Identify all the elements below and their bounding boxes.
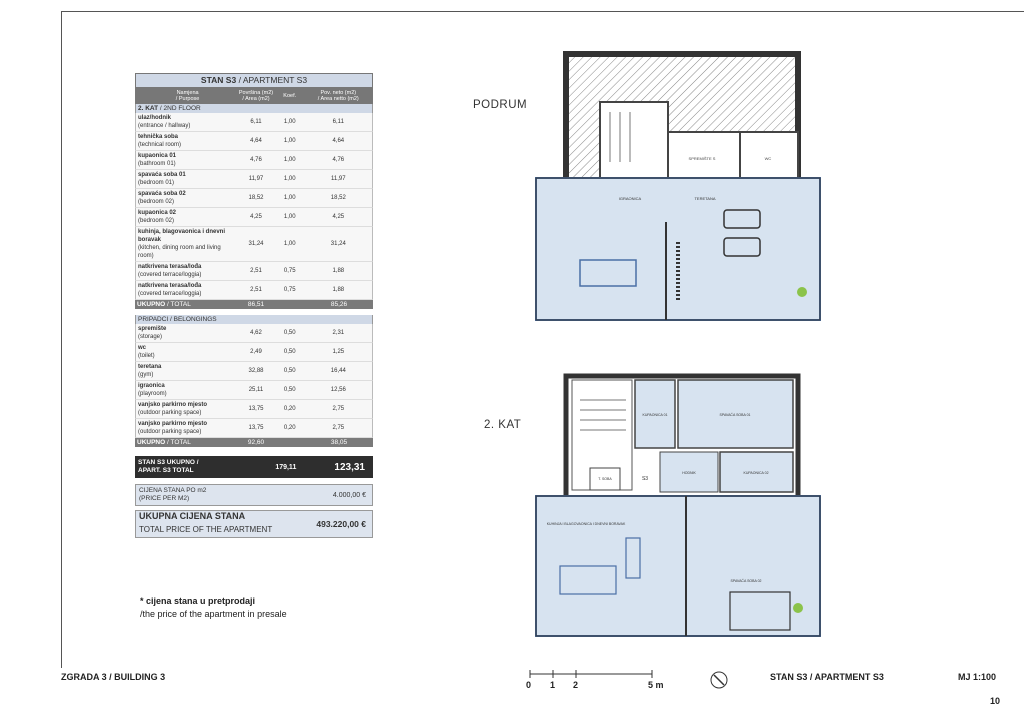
table-row: teretana (gym) 32,88 0,50 16,44 bbox=[135, 362, 373, 381]
area-table bbox=[135, 73, 373, 538]
plant-icon bbox=[797, 287, 807, 297]
gym-label: TERETANA bbox=[694, 196, 716, 201]
belongings-total-row: UKUPNO / TOTAL 92,60 38,05 bbox=[135, 438, 373, 447]
page-number: 10 bbox=[990, 696, 1001, 706]
presale-note: * cijena stana u pretprodaji /the price of the apartment in presale bbox=[140, 596, 287, 619]
bedroom-01-label: SPAVAĆA SOBA 01 bbox=[719, 413, 751, 417]
building-label: ZGRADA 3 / BUILDING 3 bbox=[61, 672, 166, 682]
floor-section-header: 2. KAT / 2ND FLOOR bbox=[135, 104, 373, 113]
table-row: kupaonica 01 (bathroom 01) 4,76 1,00 4,76 bbox=[135, 151, 373, 170]
scale-ratio: MJ 1:100 bbox=[958, 672, 997, 682]
table-column-headers: Namjena / Purpose Površina (m2) / Area (m2) Koef. Pov. neto (m2) / Area netto (m2) bbox=[135, 88, 373, 104]
belongings-section-header: PRIPADCI / BELONGINGS bbox=[135, 315, 373, 324]
total-row: UKUPNO / TOTAL 86,51 85,26 bbox=[135, 300, 373, 309]
technical-room-label: T. SOBA bbox=[598, 477, 612, 481]
bathroom-02-label: KUPAONICA 02 bbox=[743, 471, 769, 475]
belongings-list bbox=[135, 324, 373, 438]
scale-0: 0 bbox=[526, 680, 532, 690]
basement-label: PODRUM bbox=[473, 99, 528, 111]
second-floor-plan bbox=[530, 370, 830, 640]
apartment-s3-mark: S3 bbox=[641, 476, 649, 482]
scale-2: 2 bbox=[573, 680, 579, 690]
table-row: kuhinja, blagovaonica i dnevni boravak (kitchen, dining room and living room) 31,24 1,00 31,24 bbox=[135, 227, 373, 262]
scale-1: 1 bbox=[550, 680, 556, 690]
price-per-m2-row: CIJENA STANA PO m2 (PRICE PER M2) 4.000,00 € bbox=[135, 484, 373, 506]
table-title: STAN S3 / APARTMENT S3 bbox=[135, 73, 373, 88]
plant-icon-upper bbox=[793, 603, 803, 613]
kitchen-living-label: KUHINJA I BLAGOVAONICA I DNEVNI BORAVAK bbox=[546, 522, 626, 526]
table-row: spavaća soba 01 (bedroom 01) 11,97 1,00 11,97 bbox=[135, 170, 373, 189]
table-row: vanjsko parkirno mjesto (outdoor parking space) 13,75 0,20 2,75 bbox=[135, 400, 373, 419]
table-row: spremište (storage) 4,62 0,50 2,31 bbox=[135, 324, 373, 343]
table-row: tehnička soba (technical room) 4,64 1,00 4,64 bbox=[135, 132, 373, 151]
apartment-label: STAN S3 / APARTMENT S3 bbox=[770, 672, 884, 682]
second-floor-label: 2. KAT bbox=[484, 419, 522, 431]
table-row: spavaća soba 02 (bedroom 02) 18,52 1,00 18,52 bbox=[135, 189, 373, 208]
scale-5m: 5 m bbox=[648, 680, 664, 690]
rooms-list bbox=[135, 113, 373, 300]
table-row: kupaonica 02 (bedroom 02) 4,25 1,00 4,25 bbox=[135, 208, 373, 227]
table-row: wc (toilet) 2,49 0,50 1,25 bbox=[135, 343, 373, 362]
bathroom-01-label: KUPAONICA 01 bbox=[642, 413, 668, 417]
table-row: igraonica (playroom) 25,11 0,50 12,56 bbox=[135, 381, 373, 400]
apartment-total-row: STAN S3 UKUPNO / APART. S3 TOTAL 179,11 123,31 bbox=[135, 456, 373, 478]
storage-wc-block bbox=[668, 132, 798, 182]
table-row: natkrivena terasa/lođa (covered terrace/loggia) 2,51 0,75 1,88 bbox=[135, 281, 373, 300]
hallway-label: HODNIK bbox=[682, 471, 696, 475]
playroom-label: IGRAONICA bbox=[618, 196, 642, 201]
storage-room-label: SPREMIŠTE S bbox=[688, 156, 716, 161]
table-row: natkrivena terasa/lođa (covered terrace/loggia) 2,51 0,75 1,88 bbox=[135, 262, 373, 281]
bedroom-02-label: SPAVAĆA SOBA 02 bbox=[730, 579, 762, 583]
table-row: ulaz/hodnik (entrance / hallway) 6,11 1,00 6,11 bbox=[135, 113, 373, 132]
total-price-row: UKUPNA CIJENA STANA TOTAL PRICE OF THE APARTMENT 493.220,00 € bbox=[135, 510, 373, 538]
north-arrow-icon bbox=[709, 670, 729, 690]
basement-floor-plan bbox=[530, 42, 830, 332]
wc-room-label: WC bbox=[764, 156, 772, 161]
table-row: vanjsko parkirno mjesto (outdoor parking space) 13,75 0,20 2,75 bbox=[135, 419, 373, 438]
